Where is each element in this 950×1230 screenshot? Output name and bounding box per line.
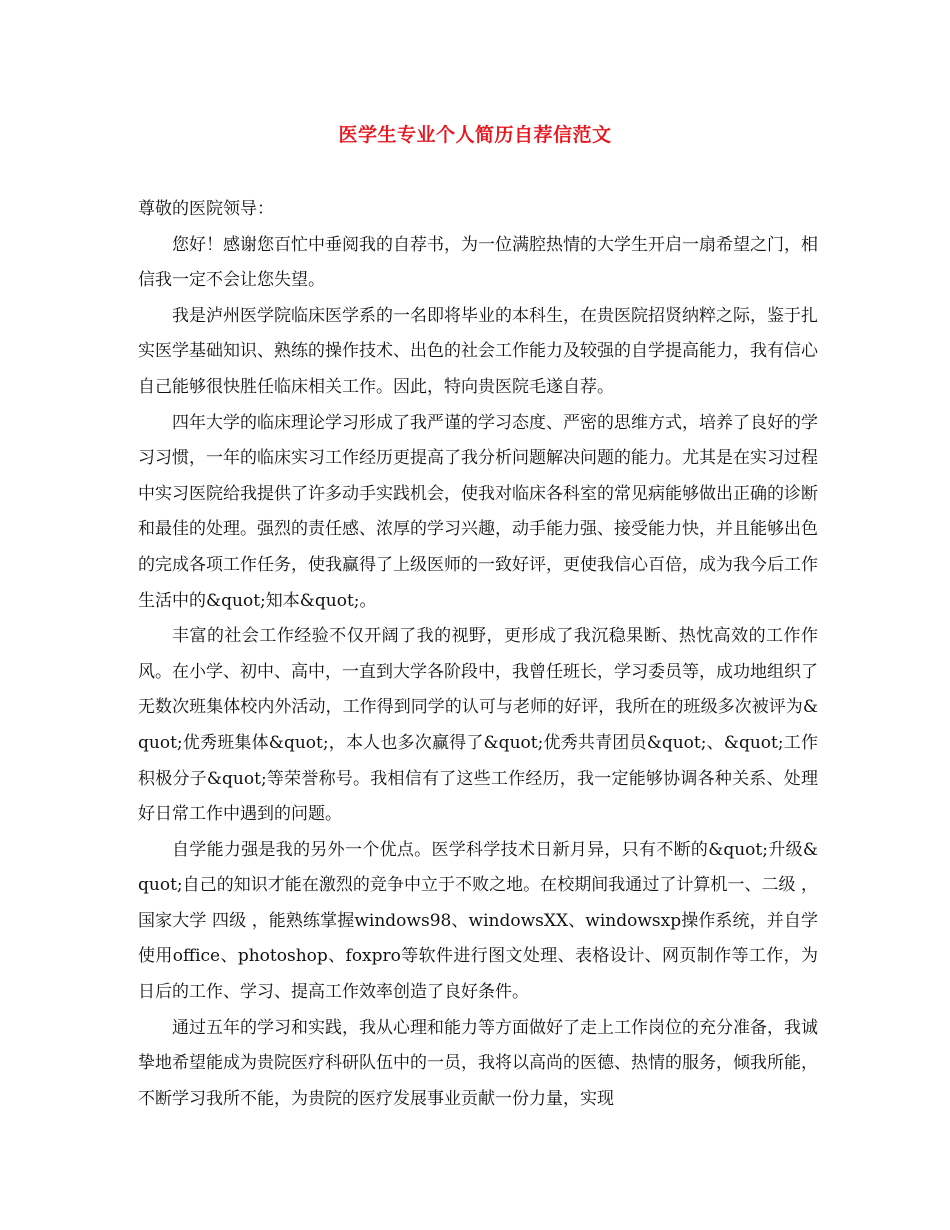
document-body [138, 192, 818, 1117]
paragraph-introduction: 我是泸州医学院临床医学系的一名即将毕业的本科生，在贵医院招贤纳粹之际，鉴于扎实医学基础知识、熟练的操作技术、出色的社会工作能力及较强的自学提高能力，我有信心自己能够很快胜任临床相关工作。因此，特向贵医院毛遂自荐。 [138, 305, 818, 397]
salutation: 尊敬的医院领导： [138, 199, 274, 219]
paragraph-study: 四年大学的临床理论学习形成了我严谨的学习态度、严密的思维方式，培养了良好的学习习惯，一年的临床实习工作经历更提高了我分析问题解决问题的能力。尤其是在实习过程中实习医院给我提供了许多动手实践机会，使我对临床各科室的常见病能够做出正确的诊断和最佳的处理。强烈的责任感、浓厚的学习兴趣，动手能力强、接受能力快，并且能够出色的完成各项工作任务，使我赢得了上级医师的一致好评，更使我信心百倍，成为我今后工作生活中的&quot;知本&quot;。 [138, 412, 818, 611]
paragraph-social-work: 丰富的社会工作经验不仅开阔了我的视野，更形成了我沉稳果断、热忱高效的工作作风。在小学、初中、高中，一直到大学各阶段中，我曾任班长，学习委员等，成功地组织了无数次班集体校内外活动，工作得到同学的认可与老师的好评，我所在的班级多次被评为&quot;优秀班集体&quot;，本人也多次赢得了&quot;优秀共青团员&quot;、&quot;工作积极分子&quot;等荣誉称号。我相信有了这些工作经历，我一定能够协调各种关系、处理好日常工作中遇到的问题。 [138, 626, 818, 825]
document-title: 医学生专业个人简历自荐信范文 [338, 124, 612, 146]
paragraph-greeting: 您好！感谢您百忙中垂阅我的自荐书，为一位满腔热情的大学生开启一扇希望之门，相信我一定不会让您失望。 [138, 234, 818, 291]
paragraph-conclusion: 通过五年的学习和实践，我从心理和能力等方面做好了走上工作岗位的充分准备，我诚挚地希望能成为贵院医疗科研队伍中的一员，我将以高尚的医德、热情的服务，倾我所能，不断学习我所不能，为贵院的医疗发展事业贡献一份力量，实现 [138, 1017, 818, 1109]
paragraph-self-learning: 自学能力强是我的另外一个优点。医学科学技术日新月异，只有不断的&quot;升级&quot;自己的知识才能在激烈的竞争中立于不败之地。在校期间我通过了计算机一、二级 ，国家大学 四级 ，能熟练掌握windows98、windowsXX、windowsxp操作系统，并自学使用office、photoshop、foxpro等软件进行图文处理、表格设计、网页制作等工作，为日后的工作、学习、提高工作效率创造了良好条件。 [138, 839, 818, 1003]
